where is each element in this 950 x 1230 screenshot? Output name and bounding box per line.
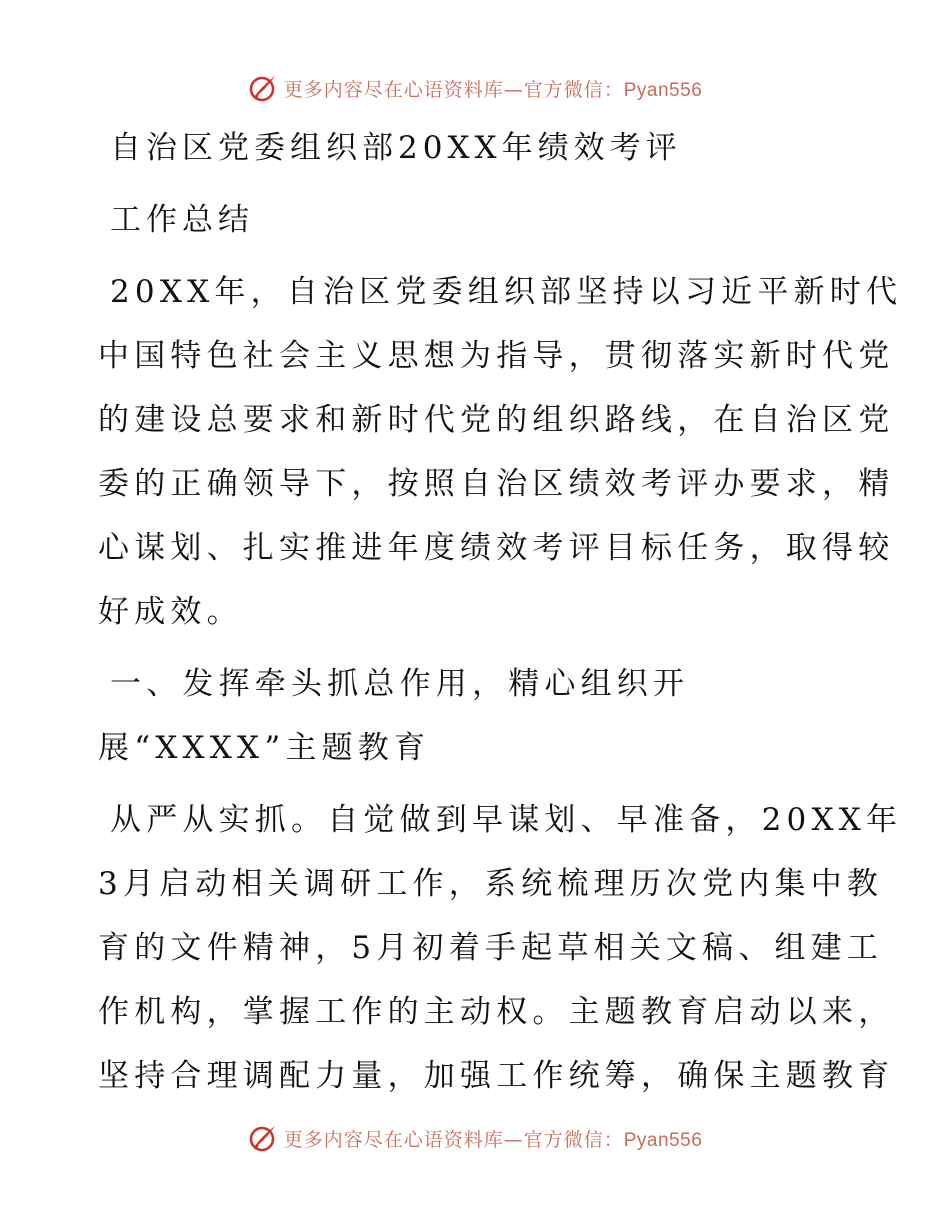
quill-logo-icon <box>248 1123 278 1153</box>
footer-watermark <box>0 1118 950 1158</box>
watermark-text: 更多内容尽在心语资料库—官方微信：Pyan556 <box>283 1128 703 1151</box>
intro-line: 好成效。 <box>98 594 243 630</box>
body-line: 坚持合理调配力量，加强工作统筹，确保主题教育 <box>98 1058 895 1094</box>
document-body <box>98 124 903 1100</box>
body-line: 3月启动相关调研工作，系统梳理历次党内集中教 <box>98 866 884 902</box>
watermark-id: Pyan556 <box>623 79 703 101</box>
section-heading-line1: 一、发挥牵头抓总作用，精心组织开 <box>110 666 690 702</box>
document-title-line2: 工作总结 <box>110 202 254 238</box>
header-watermark <box>0 68 950 108</box>
intro-line: 委的正确领导下，按照自治区绩效考评办要求，精 <box>98 466 895 502</box>
watermark-text: 更多内容尽在心语资料库—官方微信：Pyan556 <box>283 78 703 101</box>
intro-line: 中国特色社会主义思想为指导，贯彻落实新时代党 <box>98 338 895 374</box>
intro-line: 20XX年，自治区党委组织部坚持以习近平新时代 <box>110 274 903 310</box>
intro-line: 的建设总要求和新时代党的组织路线，在自治区党 <box>98 402 895 438</box>
body-line: 作机构，掌握工作的主动权。主题教育启动以来， <box>98 994 895 1030</box>
section-heading-line2: 展“XXXX”主题教育 <box>98 730 431 766</box>
document-title-line1: 自治区党委组织部20XX年绩效考评 <box>110 130 682 166</box>
quill-logo-icon <box>248 73 278 103</box>
intro-line: 心谋划、扎实推进年度绩效考评目标任务，取得较 <box>98 530 895 566</box>
body-line: 从严从实抓。自觉做到早谋划、早准备，20XX年 <box>110 802 903 838</box>
body-line: 育的文件精神，5月初着手起草相关文稿、组建工 <box>98 930 884 966</box>
watermark-id: Pyan556 <box>623 1129 703 1151</box>
